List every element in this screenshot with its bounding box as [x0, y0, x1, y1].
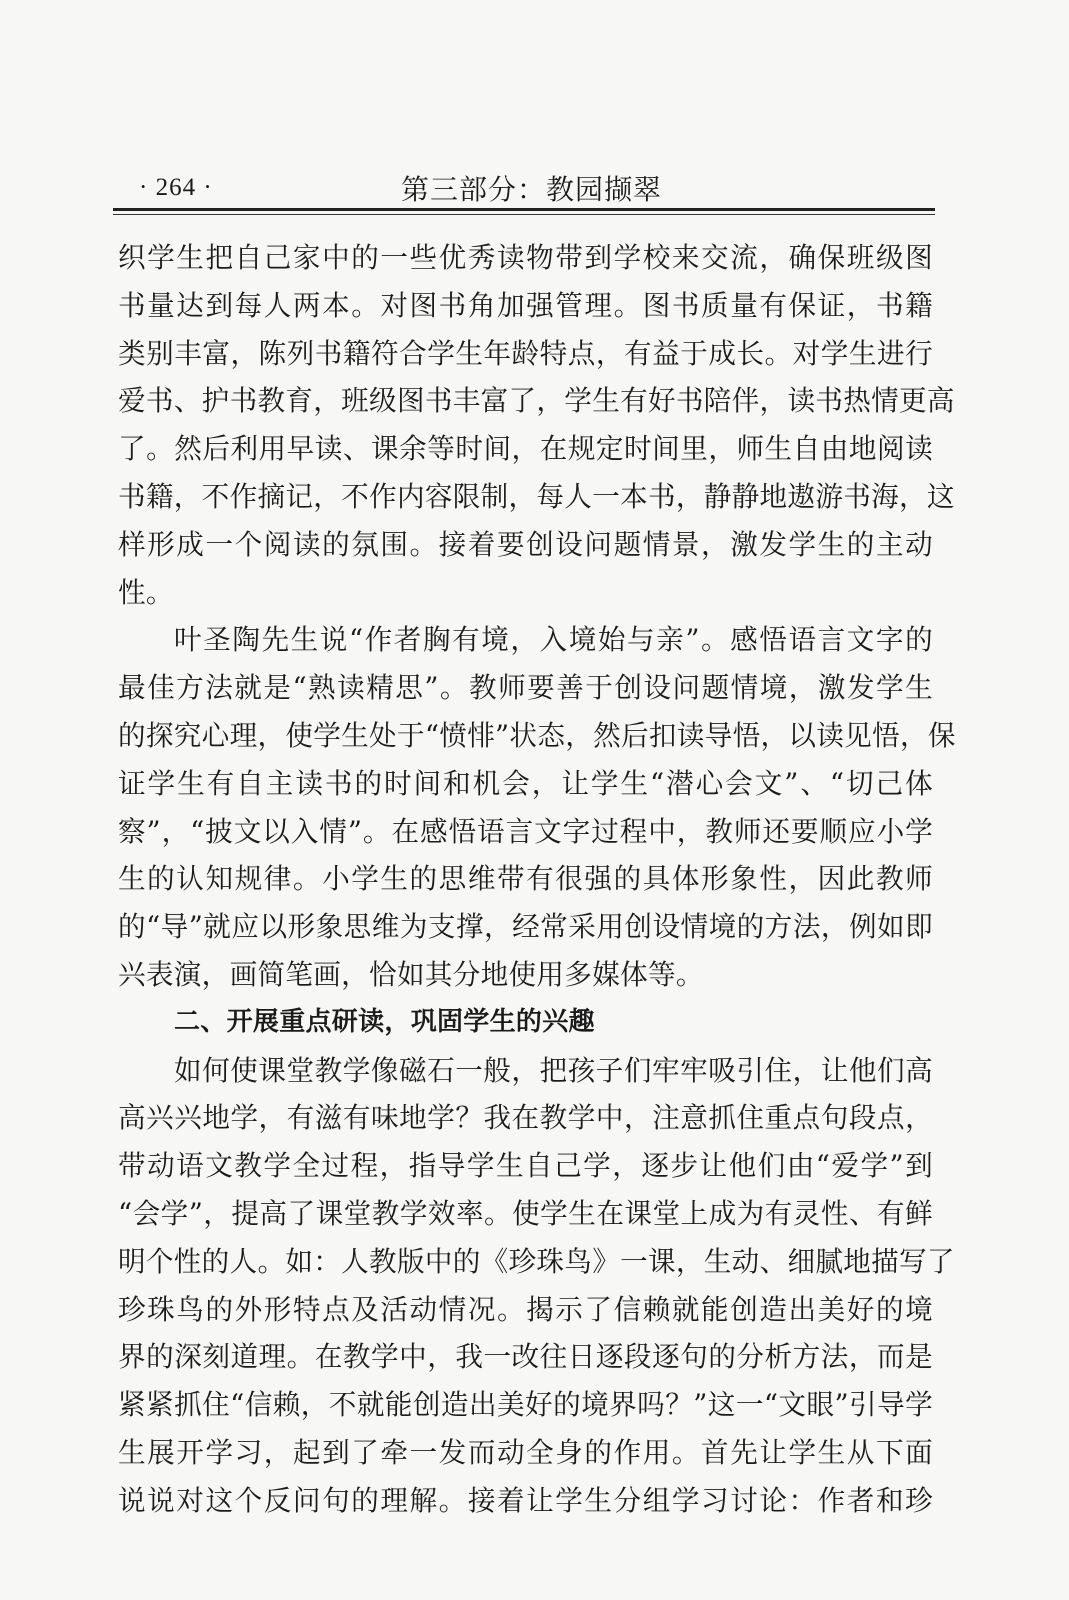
text-line: 珍珠鸟的外形特点及活动情况。揭示了信赖就能创造出美好的境	[118, 1292, 933, 1326]
text-line: 叶圣陶先生说“作者胸有境，入境始与亲”。感悟语言文字的	[174, 623, 933, 657]
text-line: “会学”，提高了课堂教学效率。使学生在课堂上成为有灵性、有鲜	[118, 1196, 933, 1230]
text-line: 明个性的人。如：人教版中的《珍珠鸟》一课，生动、细腻地描写了	[118, 1244, 955, 1278]
section-heading: 二、开展重点研读，巩固学生的兴趣	[174, 1006, 595, 1037]
body-text	[118, 234, 956, 1525]
page-header	[115, 168, 935, 208]
text-line: 如何使课堂教学像磁石一般，把孩子们牢牢吸引住，让他们高	[174, 1053, 933, 1087]
text-line: 察”，“披文以入情”。在感悟语言文字过程中，教师还要顺应小学	[118, 814, 933, 848]
text-line: 样形成一个阅读的氛围。接着要创设问题情景，激发学生的主动	[118, 527, 933, 561]
text-line: 书量达到每人两本。对图书角加强管理。图书质量有保证，书籍	[118, 288, 933, 322]
text-line: 最佳方法就是“熟读精思”。教师要善于创设问题情境，激发学生	[118, 671, 933, 705]
text-line: 类别丰富，陈列书籍符合学生年龄特点，有益于成长。对学生进行	[118, 336, 933, 370]
text-line: 生展开学习，起到了牵一发而动全身的作用。首先让学生从下面	[118, 1435, 933, 1469]
text-line: 说说对这个反问句的理解。接着让学生分组学习讨论：作者和珍	[118, 1483, 933, 1517]
text-line: 高兴兴地学，有滋有味地学？我在教学中，注意抓住重点句段点，	[118, 1101, 933, 1135]
section-title: 第三部分：教园撷翠	[401, 173, 663, 206]
text-line: 了。然后利用早读、课余等时间，在规定时间里，师生自由地阅读	[118, 432, 933, 466]
text-line: 织学生把自己家中的一些优秀读物带到学校来交流，确保班级图	[118, 241, 933, 274]
text-line: 的“导”就应以形象思维为支撑，经常采用创设情境的方法，例如即	[118, 910, 933, 944]
text-line: 生的认知规律。小学生的思维带有很强的具体形象性，因此教师	[118, 862, 933, 896]
header-rule-thick	[113, 208, 935, 211]
text-line: 带动语文教学全过程，指导学生自己学，逐步让他们由“爱学”到	[118, 1149, 933, 1183]
text-line: 的探究心理，使学生处于“愤悱”状态，然后扣读导悟，以读见悟，保	[118, 718, 956, 752]
text-line: 证学生有自主读书的时间和机会，让学生“潜心会文”、“切己体	[118, 766, 933, 800]
page-number: · 264 ·	[139, 174, 213, 201]
text-line: 兴表演，画简笔画，恰如其分地使用多媒体等。	[118, 957, 704, 991]
text-line: 界的深刻道理。在教学中，我一改往日逐段逐句的分析方法，而是	[118, 1340, 933, 1374]
text-line: 紧紧抓住“信赖，不就能创造出美好的境界吗？”这一“文眼”引导学	[118, 1388, 933, 1422]
text-line: 爱书、护书教育，班级图书丰富了，学生有好书陪伴，读书热情更高	[118, 384, 955, 418]
text-line: 性。	[118, 575, 174, 609]
header-rule-thin	[113, 214, 935, 215]
text-line: 书籍，不作摘记，不作内容限制，每人一本书，静静地遨游书海，这	[118, 479, 955, 513]
